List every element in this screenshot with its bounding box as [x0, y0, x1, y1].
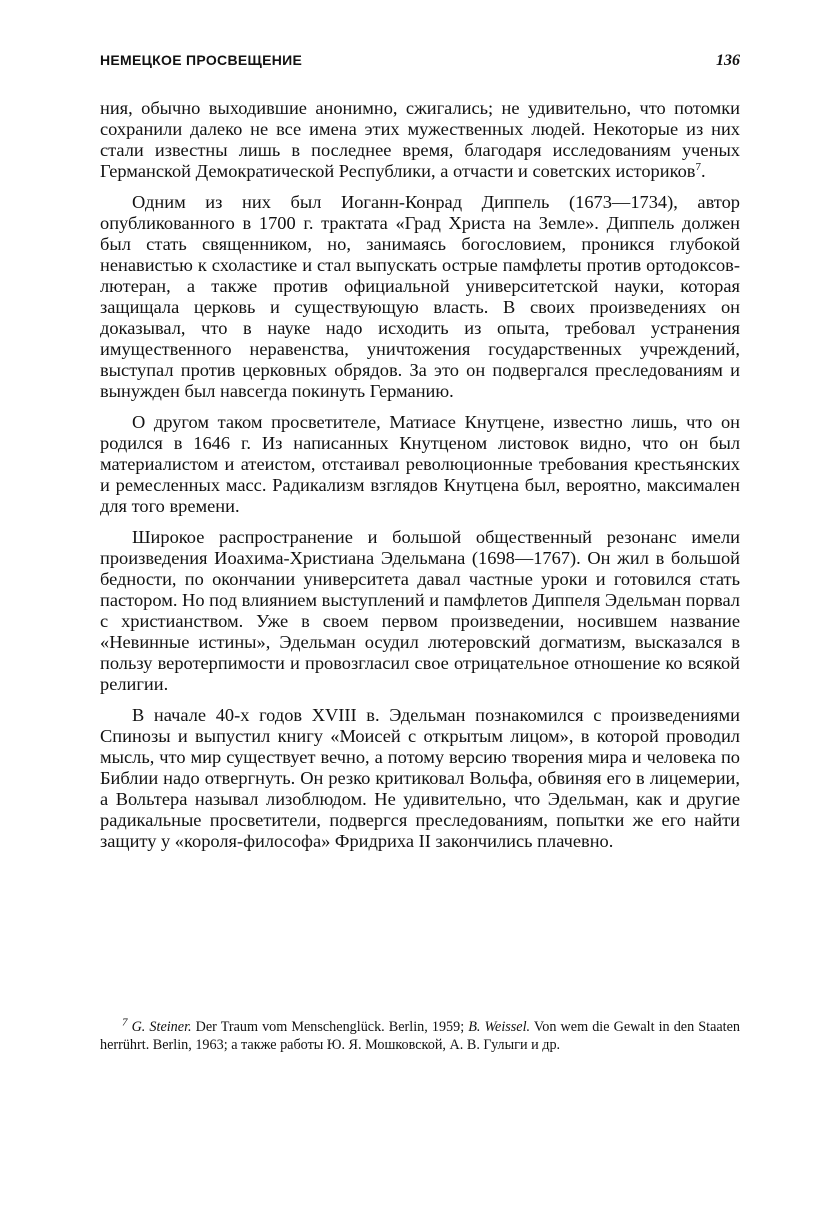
body-text: [100, 98, 740, 852]
paragraph-2: Одним из них был Иоганн-Конрад Диппель (1673—1734), автор опубликованного в 1700 г. трактата «Град Христа на Земле». Диппель должен был стать священником, но, занимаясь богословием, проникся глубокой ненавистью к схоластике и стал выпускать острые памфлеты против ортодоксов-лютеран, а также против официальной университетской науки, которая защищала церковь и существующую власть. В своих произведениях он доказывал, что в науке надо исходить из опыта, требовал устранения имущественного неравенства, уничтожения государственных учреждений, выступал против церковных обрядов. За это он подвергался преследованиям и вынужден был навсегда покинуть Германию.: [100, 192, 740, 401]
footnote-work-2: Von wem die Gewalt in den Staaten herrührt. Berlin, 1963; а также работы Ю. Я. Мошковской, А. В. Гулыги и др.: [100, 1019, 740, 1053]
paragraph-text: ния, обычно выходившие анонимно, сжигались; не удивительно, что потомки сохранили далеко не все имена этих мужественных людей. Некоторые из них стали известны лишь в последнее время, благодаря исследованиям ученых Германской Демократической Республики, а отчасти и советских историков: [100, 98, 740, 181]
paragraph-3: О другом таком просветителе, Матиасе Кнутцене, известно лишь, что он родился в 1646 г. Из написанных Кнутценом листовок видно, что он был материалистом и атеистом, отстаивал революционные требования крестьянских и ремесленных масс. Радикализм взглядов Кнутцена был, вероятно, максимален для того времени.: [100, 412, 740, 516]
paragraph-1: [100, 98, 740, 182]
page-header: [100, 52, 740, 76]
footnote-author-2: B. Weissel.: [468, 1019, 531, 1035]
paragraph-tail: .: [700, 161, 706, 181]
running-head: НЕМЕЦКОЕ ПРОСВЕЩЕНИЕ: [100, 52, 303, 68]
paragraph-5: В начале 40-х годов XVIII в. Эдельман познакомился с произведениями Спинозы и выпустил книгу «Моисей с открытым лицом», в которой проводил мысль, что мир существует вечно, а потому версию творения мира и человека по Библии надо отвергнуть. Он резко критиковал Вольфа, обвиняя его в лицемерии, а Вольтера называл лизоблюдом. Не удивительно, что Эдельман, как и другие радикальные просветители, подвергся преследованиям, попытки же его найти защиту у «короля-философа» Фридриха II закончились плачевно.: [100, 705, 740, 851]
footnote: [100, 1018, 740, 1054]
footnote-work-1: Der Traum vom Menschenglück. Berlin, 1959;: [191, 1019, 469, 1035]
footnote-author-1: G. Steiner.: [131, 1019, 192, 1035]
footnote-mark: 7: [122, 1016, 128, 1029]
page-number: 136: [716, 52, 740, 69]
footnote-reference: 7: [695, 160, 701, 173]
paragraph-4: Широкое распространение и большой общественный резонанс имели произведения Иоахима-Христиана Эдельмана (1698—1767). Он жил в большой бедности, по окончании университета давал частные уроки и готовился стать пастором. Но под влиянием выступлений и памфлетов Диппеля Эдельман порвал с христианством. Уже в своем первом произведении, носившем название «Невинные истины», Эдельман осудил лютеровский догматизм, высказался в пользу веротерпимости и провозгласил свое отрицательное отношение ко всякой религии.: [100, 527, 740, 694]
